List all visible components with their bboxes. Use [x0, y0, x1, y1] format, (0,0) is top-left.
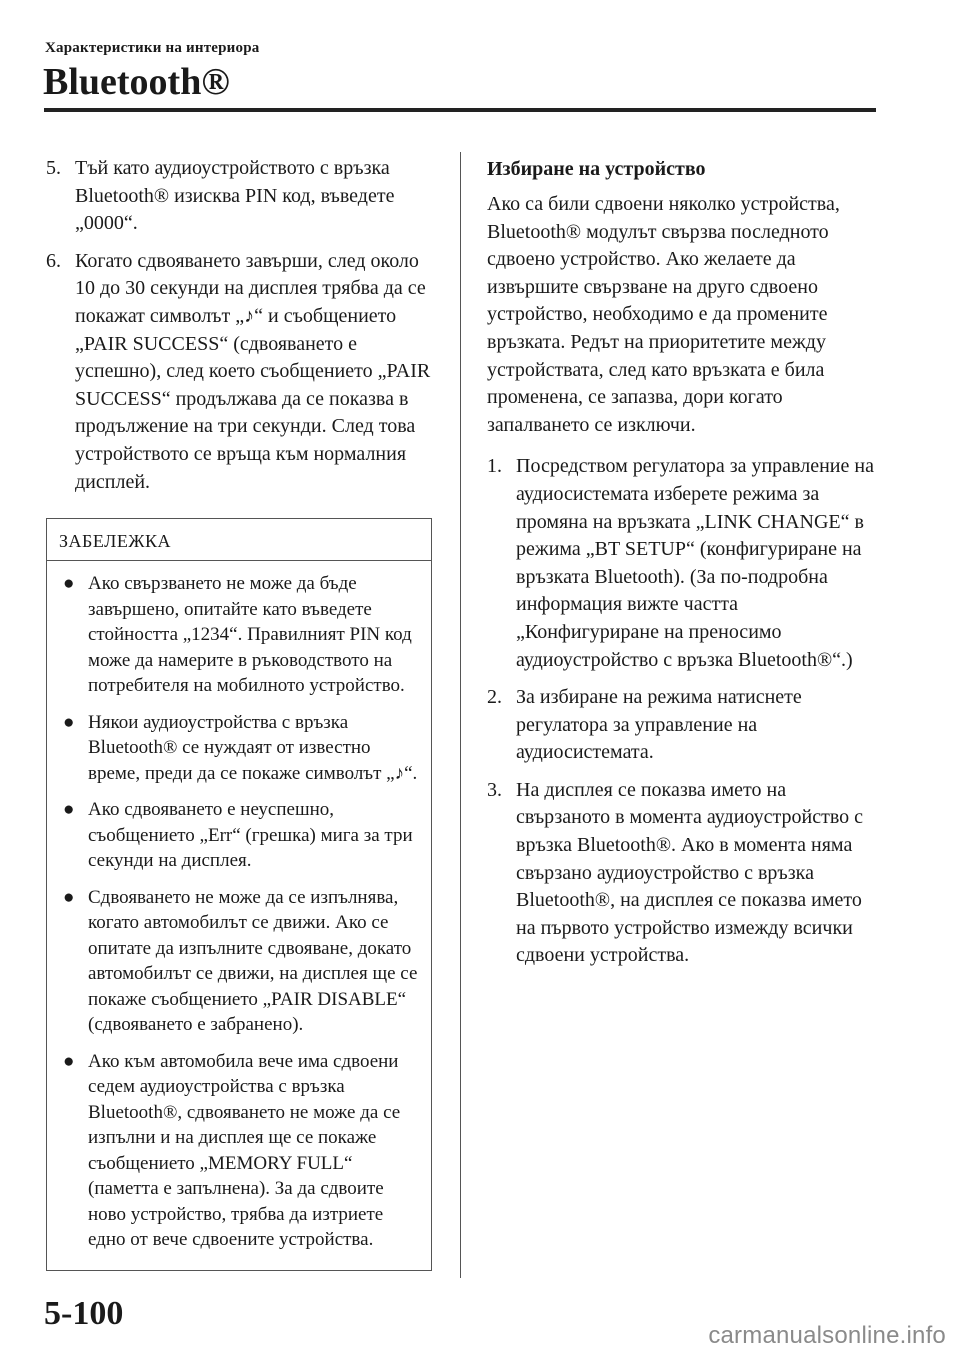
bullet-dot-icon: ●: [63, 886, 75, 908]
left-column: [46, 155, 434, 1271]
note-bullet: [59, 1049, 419, 1253]
step-number: 1.: [487, 455, 502, 478]
step-item: [46, 248, 434, 496]
pairing-steps: [46, 155, 434, 496]
header-rule: [44, 108, 876, 112]
note-bullet-text: Някои аудиоустройства с връзка Bluetooth® се нуждаят от известно време, преди да се покаже символът „♪“.: [88, 711, 418, 784]
bullet-dot-icon: ●: [63, 799, 75, 821]
right-column: [487, 155, 882, 980]
step-number: 2.: [487, 686, 502, 709]
step-number: 3.: [487, 778, 502, 801]
note-bullet: [59, 885, 419, 1038]
step-item: [487, 453, 882, 674]
page-number: 5-100: [44, 1295, 124, 1332]
step-text: Посредством регулатора за управление на аудиосистемата изберете режима за промяна на връзката „LINK CHANGE“ в режима „BT SETUP“ (конфигуриране на връзката Bluetooth). (За по-подробна информация вижте частта „Конфигуриране на преносимо аудиоустройство с връзка Bluetooth®“.): [516, 455, 874, 671]
step-text: На дисплея се показва името на свързаното в момента аудиоустройство с връзка Bluetooth®. Ако в момента няма свързано аудиоустройство с връзка Bluetooth®, на дисплея се показва името на първото устройство измежду всички сдвоени устройства.: [516, 778, 864, 967]
note-bullet-text: Сдвояването не може да се изпълнява, когато автомобилът се движи. Ако се опитате да изпълните сдвояване, докато автомобилът се движи, на дисплея ще се покаже съобщението „PAIR DISABLE“ (сдвояването е забранено).: [88, 886, 418, 1036]
note-body: [47, 561, 431, 1270]
step-text: За избиране на режима натиснете регулатора за управление на аудиосистемата.: [516, 686, 802, 764]
step-number: 6.: [46, 249, 61, 272]
section-label: Характеристики на интериора: [45, 40, 260, 56]
chapter-title: Bluetooth®: [43, 61, 230, 103]
step-item: [487, 684, 882, 767]
step-text: Тъй като аудиоустройството с връзка Bluetooth® изисква PIN код, въведете „0000“.: [75, 157, 395, 235]
bullet-dot-icon: ●: [63, 1050, 75, 1072]
bullet-dot-icon: ●: [63, 573, 75, 595]
section-heading: Избиране на устройство: [487, 158, 706, 180]
bullet-dot-icon: ●: [63, 711, 75, 733]
note-bullet-text: Ако свързването не може да бъде завършено, опитайте като въведете стойността „1234“. Правилният PIN код може да намерите в ръководството на потребителя на мобилното устройство.: [88, 573, 412, 697]
device-select-steps: [487, 453, 882, 970]
note-box: [46, 518, 432, 1271]
step-text: Когато сдвояването завърши, след около 10 до 30 секунди на дисплея трябва да се покажат символът „♪“ и съобщението „PAIR SUCCESS“ (сдвояването е успешно), след което съобщението „PAIR SUCCESS“ продължава да се показва в продължение на три секунди. След това устройството се връща към нормалния дисплей.: [75, 249, 431, 493]
step-number: 5.: [46, 157, 61, 179]
step-item: [46, 155, 434, 238]
note-bullet-text: Ако сдвояването е неуспешно, съобщението „Err“ (грешка) мига за три секунди на дисплея.: [88, 799, 413, 872]
step-item: [487, 777, 882, 970]
column-divider: [460, 152, 461, 1278]
note-bullet: [59, 797, 419, 874]
note-bullet: [59, 571, 419, 699]
intro-paragraph: Ако са били сдвоени няколко устройства, Bluetooth® модулът свързва последното сдвоено устройство. Ако желаете да извършите свързване на друго сдвоено устройство, необходимо е да промените връзката. Редът на приоритетите между устройствата, след като връзката е била променена, се запазва, дори когато запалването се изключи.: [487, 193, 840, 436]
note-title: ЗАБЕЛЕЖКА: [47, 519, 431, 561]
note-bullet-text: Ако към автомобила вече има сдвоени седем аудиоустройства с връзка Bluetooth®, сдвояването не може да се изпълни и на дисплея ще се покаже съобщението „MEMORY FULL“ (паметта е запълнена). За да сдвоите ново устройство, трябва да изтриете едно от вече сдвоените устройства.: [88, 1050, 401, 1251]
watermark: carmanualsonline.info: [708, 1322, 946, 1349]
note-bullet: [59, 710, 419, 787]
